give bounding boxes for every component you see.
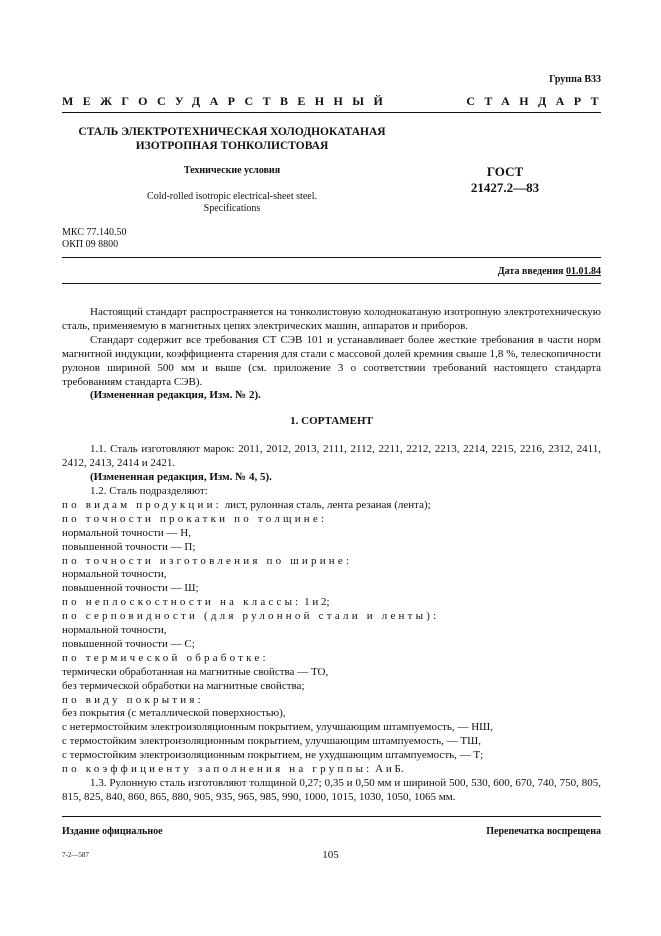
official-edition: Издание официальное <box>62 826 163 837</box>
header-word-interstate: МЕЖГОСУДАРСТВЕННЫЙ <box>62 94 393 108</box>
heat-treated: термически обработанная на магнитные свойства — ТО, <box>62 665 329 678</box>
thickness-normal: нормальной точности — Н, <box>62 526 191 539</box>
introduction-date <box>498 266 601 277</box>
fill-factor-item <box>62 763 601 777</box>
width-normal: нормальной точности, <box>62 568 167 581</box>
coating-tsh: с термостойким электроизоляционным покрытием, улучшающим штампуемость, — ТШ, <box>62 735 481 748</box>
fill-factor-label: по коэффициенту заполнения на группы: <box>62 763 373 776</box>
document-body <box>62 306 601 805</box>
width-increased: повышенной точности — Ш; <box>62 582 199 595</box>
header-word-standard: СТАНДАРТ <box>466 94 608 108</box>
coating-none: без покрытия (с металлической поверхностью), <box>62 707 286 720</box>
product-type-label: по видам продукции: <box>62 498 222 511</box>
header-divider <box>62 112 601 113</box>
heat-untreated: без термической обработки на магнитные свойства; <box>62 679 305 692</box>
flatness-item <box>62 596 601 610</box>
camber-increased: повышенной точности — С; <box>62 637 195 650</box>
date-label: Дата введения <box>497 266 564 277</box>
thickness-increased: повышенной точности — П; <box>62 540 196 553</box>
gost-designation <box>400 164 610 196</box>
okp-code: ОКП 09 8800 <box>62 239 119 250</box>
date-divider <box>62 283 601 284</box>
gost-number: 21427.2—83 <box>470 180 540 195</box>
english-title-line-1: Cold-rolled isotropic electrical-sheet steel. <box>147 191 317 202</box>
edit-note-2: (Измененная редакция, Изм. № 4, 5). <box>90 471 272 484</box>
title-line-1: СТАЛЬ ЭЛЕКТРОТЕХНИЧЕСКАЯ ХОЛОДНОКАТАНАЯ <box>78 126 386 138</box>
date-value: 01.01.84 <box>566 266 601 277</box>
group-code: Группа В33 <box>549 74 601 85</box>
product-type-values: лист, рулонная сталь, лента резаная (лента); <box>221 498 431 511</box>
intro-paragraph-2: Стандарт содержит все требования СТ СЭВ 101 и устанавливает более жесткие требования в части норм магнитной индукции, коэффициента старения для стали с массовой долей кремния свыше 1,8 %, телескопичности рулонов шириной 500 мм и выше (см. приложение 3 о соответствии требований настоящего стандарта требованиям стандарта СЭВ). <box>62 333 601 388</box>
mks-code: МКС 77.140.50 <box>62 227 127 238</box>
clause-1-3: 1.3. Рулонную сталь изготовляют толщиной 0,27; 0,35 и 0,50 мм и шириной 500, 530, 600, 670, 740, 750, 805, 815, 825, 840, 860, 865, 880, 905, 935, 965, 985, 990, 1000, 1015, 1030, 1050, 1065 мм. <box>62 777 601 803</box>
footer-divider <box>62 816 601 817</box>
coating-t: с термостойким электроизоляционным покрытием, не ухудшающим штампуемость, — Т; <box>62 749 484 762</box>
thickness-accuracy-label: по точности прокатки по толщине: <box>62 512 328 525</box>
clause-1-2: 1.2. Сталь подразделяют: <box>90 484 208 497</box>
standard-header <box>62 94 608 109</box>
print-code: 7-2—587 <box>62 851 89 859</box>
section-title-assortment: 1. СОРТАМЕНТ <box>290 415 373 428</box>
page-number: 105 <box>322 849 339 861</box>
product-type-item <box>62 499 601 513</box>
camber-label: по серповидности (для рулонной стали и ленты): <box>62 610 440 623</box>
document-subtitle: Технические условия <box>183 165 281 176</box>
footer <box>62 826 601 837</box>
width-accuracy-label: по точности изготовления по ширине: <box>62 554 353 567</box>
reprint-prohibited: Перепечатка воспрещена <box>486 826 601 837</box>
english-title <box>62 191 402 215</box>
codes-divider <box>62 257 601 258</box>
coating-nsh: с нетермостойким электроизоляционным покрытием, улучшающим штампуемость, — НШ, <box>62 721 493 734</box>
document-title <box>62 125 402 153</box>
edit-note-1: (Измененная редакция, Изм. № 2). <box>90 389 261 402</box>
flatness-label: по неплоскостности на классы: <box>62 596 302 609</box>
english-title-line-2: Specifications <box>203 203 261 214</box>
classification-codes <box>62 227 126 251</box>
gost-label: ГОСТ <box>486 164 524 179</box>
heat-treatment-label: по термической обработке: <box>62 651 269 664</box>
clause-1-1: 1.1. Сталь изготовляют марок: 2011, 2012, 2013, 2111, 2112, 2211, 2212, 2213, 2214, 2215, 2216, 2312, 2411, 2412, 2413, 2414 и 2421. <box>62 443 601 470</box>
flatness-values: 1 и 2; <box>301 596 330 609</box>
intro-paragraph-1: Настоящий стандарт распространяется на тонколистовую холоднокатаную изотропную электротехническую сталь, применяемую в магнитных цепях электрических машин, аппаратов и приборов. <box>62 306 601 332</box>
fill-factor-values: А и Б. <box>372 763 404 776</box>
title-line-2: ИЗОТРОПНАЯ ТОНКОЛИСТОВАЯ <box>135 140 329 152</box>
camber-normal: нормальной точности, <box>62 624 167 637</box>
coating-label: по виду покрытия: <box>62 693 204 706</box>
